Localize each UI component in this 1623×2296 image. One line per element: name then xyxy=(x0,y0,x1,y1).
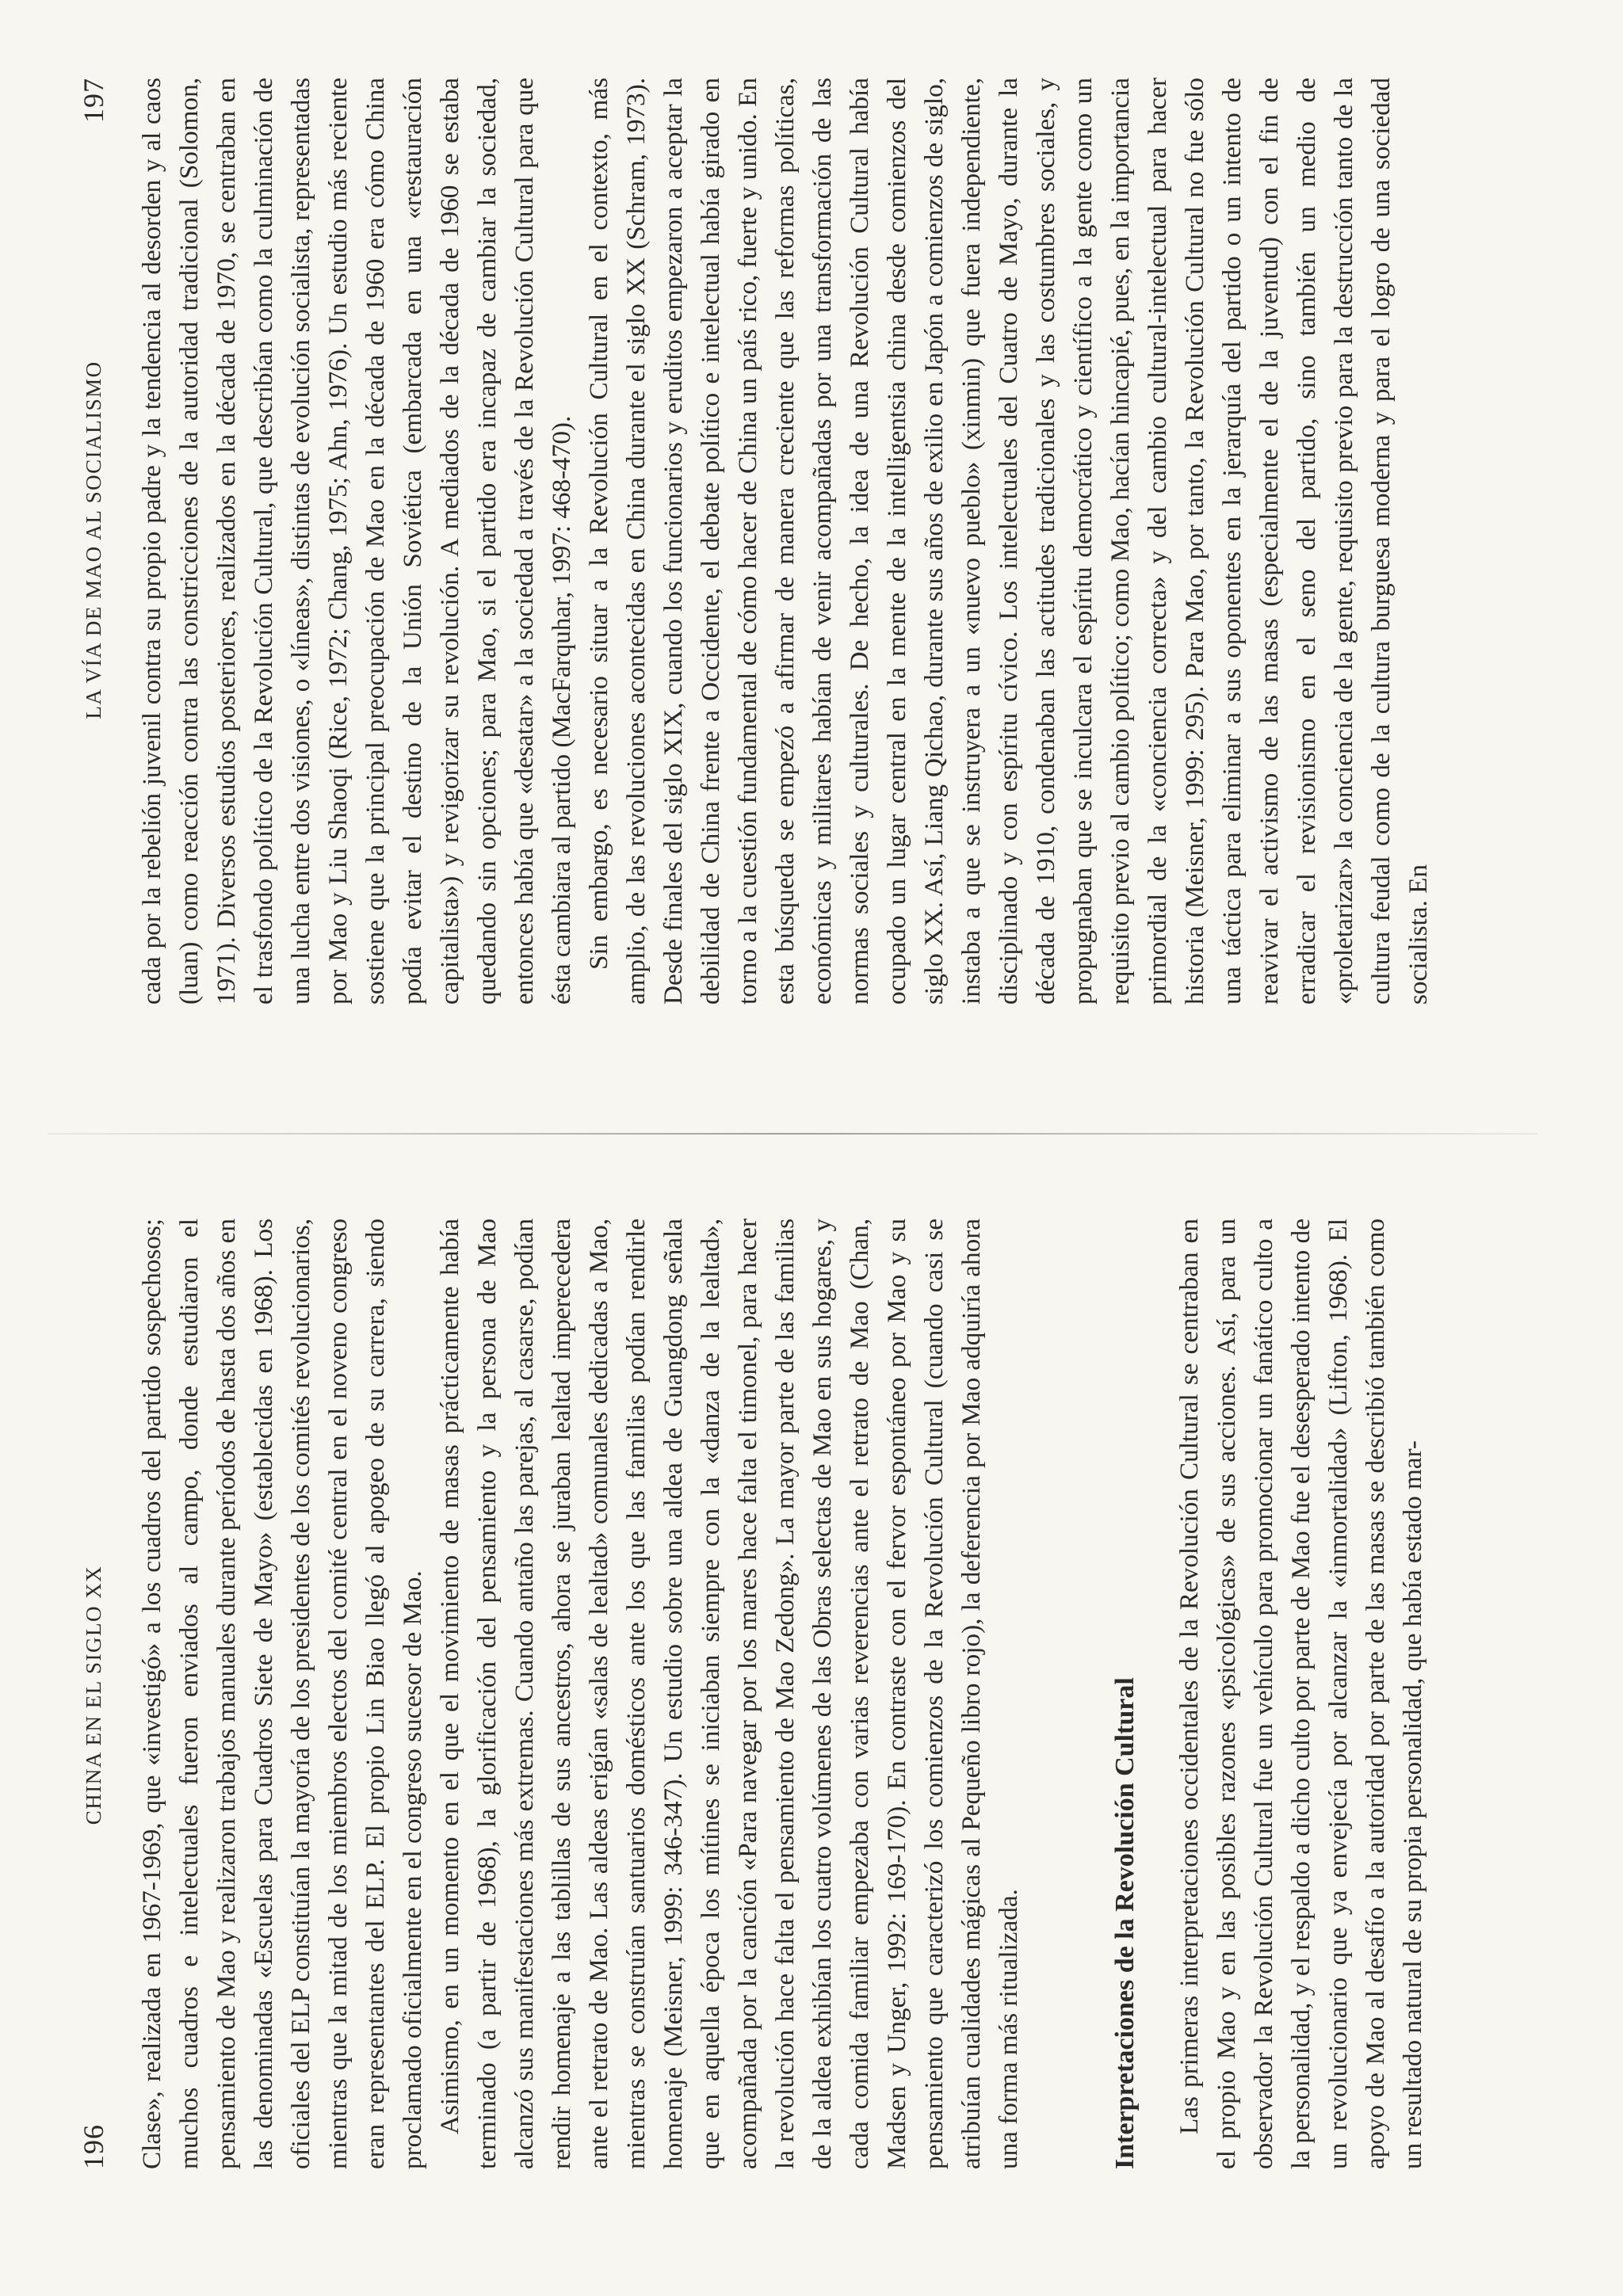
section-title: Interpretaciones de la Revolución Cultural xyxy=(1110,1677,1140,2169)
left-page-number: 196 xyxy=(78,2124,109,2169)
right-paragraph-2: Sin embargo, es necesario situar a la Revolución Cultural en el contexto, más amplio, de las revoluciones acontecidas en China durante el siglo XX (Schram, 1973). Desde finales del siglo XIX, cuando los funcionarios y eruditos empezaron a aceptar la debilidad de China frente a Occidente, el debate político e intelectual había girado en torno a la cuestión fundamental de cómo hacer de China un país rico, fuerte y unido. En esta búsqueda se empezó a afirmar de manera creciente que las reformas políticas, económicas y militares habían de venir acompañadas por una transformación de las normas sociales y culturales. De hecho, la idea de una Revolución Cultural había ocupado un lugar central en la mente de la intelligentsia china desde comienzos del siglo XX. Así, Liang Qichao, durante sus años de exilio en Japón a comienzos de siglo, instaba a que se instruyera a un «nuevo pueblo» (xinmin) que fuera independiente, disciplinado y con espíritu cívico. Los intelectuales del Cuatro de Mayo, durante la década de 1910, condenaban las actitudes tradicionales y las costumbres sociales, y propugnaban que se inculcara el espíritu democrático y científico a la gente como un requisito previo al cambio político; como Mao, hacían hincapié, pues, en la importancia primordial de la «conciencia correcta» y del cambio cultural-intelectual para hacer historia (Meisner, 1999: 295). Para Mao, por tanto, la Revolución Cultural no fue sólo una táctica para eliminar a sus oponentes en la jerarquía del partido o un intento de reavivar el activismo de las masas (especialmente el de la juventud) con el fin de erradicar el revisionismo en el seno del partido, sino también un medio de «proletarizar» la conciencia de la gente, requisito previo para la destrucción tanto de la cultura feudal como de la cultura burguesa moderna y para el logro de una sociedad socialista. En xyxy=(584,78,1433,1005)
left-paragraph-1: Clase», realizada en 1967-1969, que «investigó» a los cuadros del partido sospechosos; muchos cuadros e intelectuales fueron enviados al campo, donde estudiaron el pensamiento de Mao y realizaron trabajos manuales durante períodos de hasta dos años en las denominadas «Escuelas para Cuadros Siete de Mayo» (establecidas en 1968). Los oficiales del ELP constituían la mayoría de los presidentes de los comités revolucionarios, mientras que la mitad de los miembros electos del comité central en el noveno congreso eran representantes del ELP. El propio Lin Biao llegó al apogeo de su carrera, siendo proclamado oficialmente en el congreso sucesor de Mao. xyxy=(137,1219,427,2169)
right-page-number: 197 xyxy=(78,78,109,123)
right-page-body xyxy=(133,78,1437,1005)
left-page-header xyxy=(70,1219,117,2169)
left-running-head: CHINA EN EL SIGLO XX xyxy=(81,1565,105,1825)
section-paragraph: Las primeras interpretaciones occidentales de la Revolución Cultural se centraban en el propio Mao y en las posibles razones «psicológicas» de sus acciones. Así, para un observador la Revolución Cultural fue un vehículo para promocionar un fanático culto a la personalidad, y el respaldo a dicho culto por parte de Mao fue el desesperado intento de un revolucionario que ya envejecía por alcanzar la «inmortalidad» (Lifton, 1968). El apoyo de Mao al desafío a la autoridad por parte de las masas se describió también como un resultado natural de su propia personalidad, que había estado mar- xyxy=(1174,1219,1427,2169)
right-paragraph-1: cada por la rebelión juvenil contra su propio padre y la tendencia al desorden y al caos (luan) como reacción contra las constricciones de la autoridad tradicional (Solomon, 1971). Diversos estudios posteriores, realizados en la década de 1970, se centraban en el trasfondo político de la Revolución Cultural, que describían como la culminación de una lucha entre dos visiones, o «líneas», distintas de evolución socialista, representadas por Mao y Liu Shaoqi (Rice, 1972; Chang, 1975; Ahn, 1976). Un estudio más reciente sostiene que la principal preocupación de Mao en la década de 1960 era cómo China podía evitar el destino de la Unión Soviética (embarcada en una «restauración capitalista») y revigorizar su revolución. A mediados de la década de 1960 se estaba quedando sin opciones; para Mao, si el partido era incapaz de cambiar la sociedad, entonces había que «desatar» a la sociedad a través de la Revolución Cultural para que ésta cambiara al partido (MacFarquhar, 1997: 468-470). xyxy=(137,78,576,1005)
book-gutter xyxy=(48,1133,1537,1135)
right-page-header xyxy=(70,78,117,1005)
left-page xyxy=(0,1171,1623,2264)
left-paragraph-2: Asimismo, en un momento en el que el movimiento de masas prácticamente había terminado (a partir de 1968), la glorificación del pensamiento y la persona de Mao alcanzó sus manifestaciones más extremas. Cuando antaño las parejas, al casarse, podían rendir homenaje a las tablillas de sus ancestros, ahora se juraban lealtad imperecedera ante el retrato de Mao. Las aldeas erigían «salas de lealtad» comunales dedicadas a Mao, mientras se construían santuarios domésticos ante los que las familias podían rendirle homenaje (Meisner, 1999: 346-347). Un estudio sobre una aldea de Guangdong señala que en aquella época los mítines se iniciaban siempre con la «danza de la lealtad», acompañada por la canción «Para navegar por los mares hace falta el timonel, para hacer la revolución hace falta el pensamiento de Mao Zedong». La mayor parte de las familias de la aldea exhibían los cuatro volúmenes de las Obras selectas de Mao en sus hogares, y cada comida familiar empezaba con varias reverencias ante el retrato de Mao (Chan, Madsen y Unger, 1992: 169-170). En contraste con el fervor espontáneo por Mao y su pensamiento que caracterizó los comienzos de la Revolución Cultural (cuando casi se atribuían cualidades mágicas al Pequeño libro rojo), la deferencia por Mao adquiría ahora una forma más ritualizada. xyxy=(435,1219,1023,2169)
right-page xyxy=(0,30,1623,1100)
right-running-head: LA VÍA DE MAO AL SOCIALISMO xyxy=(81,360,105,719)
left-page-body xyxy=(133,1219,1431,2169)
